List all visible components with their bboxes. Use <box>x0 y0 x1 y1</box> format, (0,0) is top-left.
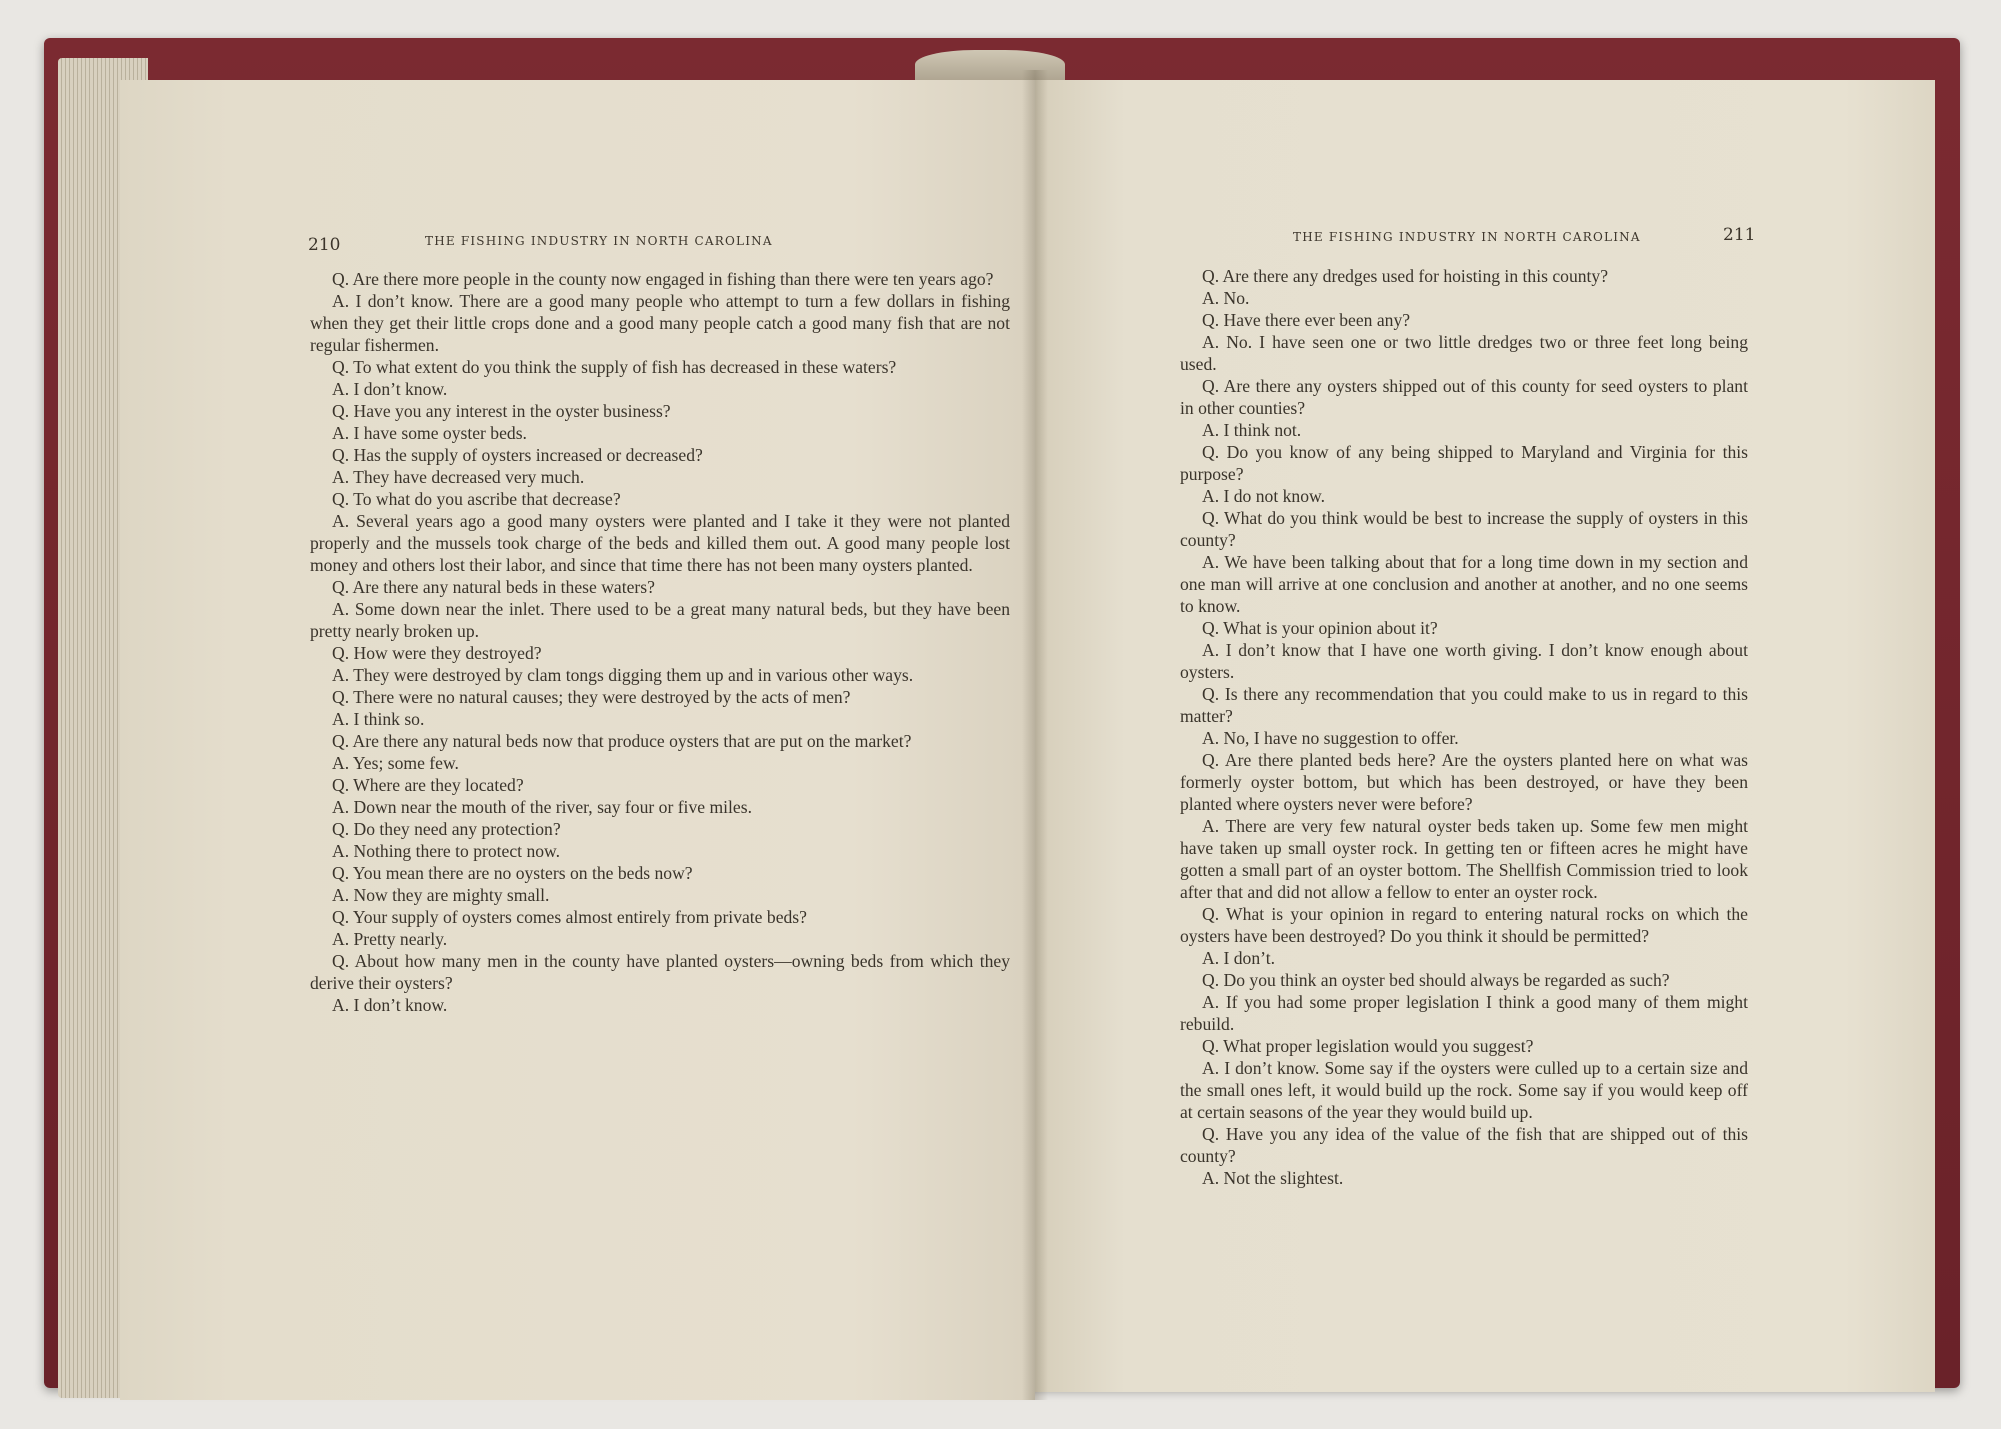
qa-paragraph: Q. How were they destroyed? <box>332 643 542 663</box>
qa-paragraph: A. I don’t know. Some say if the oysters were culled up to a certain size and the small ones left, it would build up the rock. Some say if you would keep off at certain seasons of the year they would build up. <box>1180 1058 1748 1122</box>
qa-paragraph: Q. Do you think an oyster bed should always be regarded as such? <box>1202 970 1670 990</box>
qa-paragraph: Q. Where are they located? <box>332 775 524 795</box>
qa-paragraph: A. They have decreased very much. <box>332 467 585 487</box>
gutter-shadow <box>1022 70 1048 1400</box>
qa-paragraph: Q. To what do you ascribe that decrease? <box>332 489 621 509</box>
qa-paragraph: Q. Are there any natural beds now that produce oysters that are put on the market? <box>332 731 912 751</box>
qa-paragraph: A. Not the slightest. <box>1202 1168 1344 1188</box>
text-column <box>1180 265 1748 1189</box>
qa-paragraph: Q. Are there more people in the county now engaged in fishing than there were ten years ago? <box>332 269 994 289</box>
qa-paragraph: A. I think so. <box>332 709 425 729</box>
qa-paragraph: Q. To what extent do you think the supply of fish has decreased in these waters? <box>332 357 897 377</box>
qa-paragraph: Q. Are there any oysters shipped out of this county for seed oysters to plant in other counties? <box>1180 376 1748 418</box>
qa-paragraph: Q. Are there any natural beds in these waters? <box>332 577 655 597</box>
qa-paragraph: A. I don’t know. <box>332 995 448 1015</box>
qa-paragraph: Q. Your supply of oysters comes almost entirely from private beds? <box>332 907 807 927</box>
qa-paragraph: A. I don’t know. There are a good many people who attempt to turn a few dollars in fishing when they get their little crops done and a good many people catch a good many fish that are not regular fishermen. <box>310 291 1010 355</box>
qa-paragraph: Q. What is your opinion about it? <box>1202 618 1438 638</box>
qa-paragraph: A. We have been talking about that for a long time down in my section and one man will arrive at one conclusion and another at another, and no one seems to know. <box>1180 552 1748 616</box>
qa-paragraph: A. I don’t know. <box>332 379 448 399</box>
qa-paragraph: Q. Has the supply of oysters increased or decreased? <box>332 445 703 465</box>
qa-paragraph: Q. Is there any recommendation that you could make to us in regard to this matter? <box>1180 684 1748 726</box>
text-column <box>310 268 1010 1016</box>
qa-paragraph: Q. Do you know of any being shipped to Maryland and Virginia for this purpose? <box>1180 442 1748 484</box>
qa-paragraph: Q. What proper legislation would you suggest? <box>1202 1036 1534 1056</box>
qa-paragraph: A. I have some oyster beds. <box>332 423 527 443</box>
qa-paragraph: A. I think not. <box>1202 420 1302 440</box>
qa-paragraph: A. I don’t. <box>1202 948 1275 968</box>
qa-paragraph: Q. There were no natural causes; they were destroyed by the acts of men? <box>332 687 851 707</box>
qa-paragraph: A. If you had some proper legislation I think a good many of them might rebuild. <box>1180 992 1748 1034</box>
qa-paragraph: Q. Do they need any protection? <box>332 819 561 839</box>
qa-paragraph: Q. Are there any dredges used for hoisting in this county? <box>1202 266 1609 286</box>
page-number: 211 <box>1723 225 1756 245</box>
qa-paragraph: Q. Have you any idea of the value of the fish that are shipped out of this county? <box>1180 1124 1748 1166</box>
running-head: THE FISHING INDUSTRY IN NORTH CAROLINA <box>425 234 773 248</box>
running-head: THE FISHING INDUSTRY IN NORTH CAROLINA <box>1293 230 1641 244</box>
qa-paragraph: A. No. <box>1202 288 1250 308</box>
qa-paragraph: Q. Have you any interest in the oyster business? <box>332 401 671 421</box>
right-page <box>1035 80 1935 1392</box>
qa-paragraph: A. No. I have seen one or two little dredges two or three feet long being used. <box>1180 332 1748 374</box>
qa-paragraph: Q. About how many men in the county have planted oysters—owning beds from which they derive their oysters? <box>310 951 1010 993</box>
qa-paragraph: A. Some down near the inlet. There used to be a great many natural beds, but they have been pretty nearly broken up. <box>310 599 1010 641</box>
qa-paragraph: A. They were destroyed by clam tongs digging them up and in various other ways. <box>332 665 914 685</box>
qa-paragraph: Q. You mean there are no oysters on the beds now? <box>332 863 693 883</box>
qa-paragraph: A. I don’t know that I have one worth giving. I don’t know enough about oysters. <box>1180 640 1748 682</box>
qa-paragraph: Q. Are there planted beds here? Are the oysters planted here on what was formerly oyster bottom, but which has been destroyed, or have they been planted where oysters never were before? <box>1180 750 1748 814</box>
qa-paragraph: A. Several years ago a good many oysters were planted and I take it they were not planted properly and the mussels took charge of the beds and killed them out. A good many people lost money and others lost their labor, and since that time there has not been many oysters planted. <box>310 511 1010 575</box>
qa-paragraph: Q. What do you think would be best to increase the supply of oysters in this county? <box>1180 508 1748 550</box>
qa-paragraph: A. There are very few natural oyster beds taken up. Some few men might have taken up small oyster rock. In getting ten or fifteen acres he might have gotten a small part of an oyster bottom. The Shellfish Commission tried to look after that and did not allow a fellow to enter an oyster rock. <box>1180 816 1748 902</box>
qa-paragraph: A. Pretty nearly. <box>332 929 448 949</box>
qa-paragraph: Q. Have there ever been any? <box>1202 310 1411 330</box>
qa-paragraph: A. Nothing there to protect now. <box>332 841 561 861</box>
left-page <box>120 80 1035 1400</box>
qa-paragraph: Q. What is your opinion in regard to entering natural rocks on which the oysters have been destroyed? Do you think it should be permitted? <box>1180 904 1748 946</box>
qa-paragraph: A. Yes; some few. <box>332 753 459 773</box>
qa-paragraph: A. Now they are mighty small. <box>332 885 550 905</box>
page-number: 210 <box>308 235 341 255</box>
qa-paragraph: A. I do not know. <box>1202 486 1325 506</box>
qa-paragraph: A. Down near the mouth of the river, say four or five miles. <box>332 797 752 817</box>
qa-paragraph: A. No, I have no suggestion to offer. <box>1202 728 1459 748</box>
